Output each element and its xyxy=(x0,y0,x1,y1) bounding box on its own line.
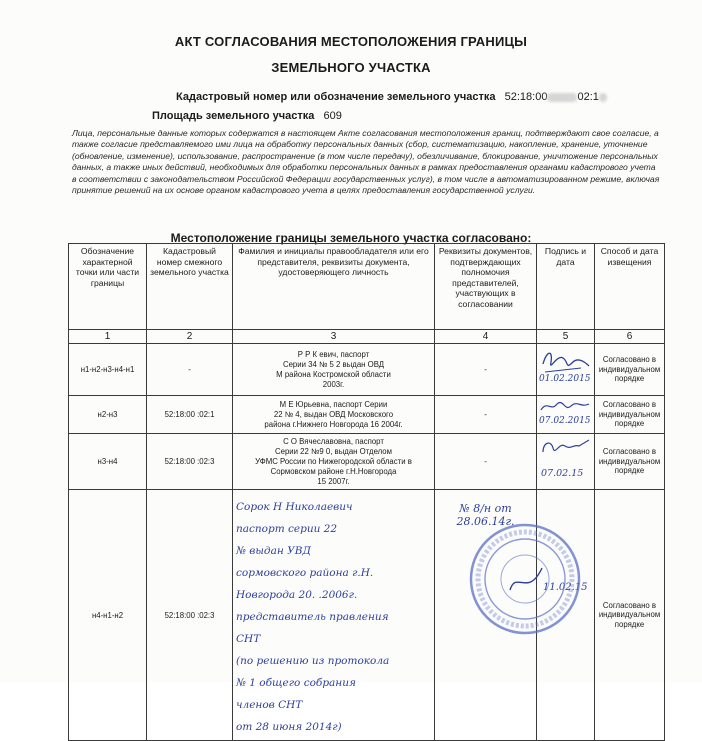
row-person xyxy=(233,434,435,490)
approval-table xyxy=(68,243,665,741)
row-documents: - xyxy=(435,396,537,434)
row-cadastral: - xyxy=(147,344,233,396)
header-point: Обозначение характерной точки или части границы xyxy=(69,244,147,330)
person-line: Серии 22 №9 0, выдан Отделом xyxy=(275,446,392,456)
row-person xyxy=(233,396,435,434)
handwritten-line: сормовского района г.Н. xyxy=(236,567,374,579)
handwritten-line: № 1 общего собрания xyxy=(236,677,356,689)
handwritten-line: № выдан УВД xyxy=(236,545,311,557)
row-point: н2-н3 xyxy=(69,396,147,434)
row-notice: Согласовано в индивидуальном порядке xyxy=(595,344,665,396)
cadastral-number-value-prefix: 52:18:00 xyxy=(504,91,548,103)
redaction-blur xyxy=(547,93,577,102)
row-notice: Согласовано в индивидуальном порядке xyxy=(595,396,665,434)
handwritten-line: представитель правления xyxy=(236,611,389,623)
document-title-line2: ЗЕМЕЛЬНОГО УЧАСТКА xyxy=(271,60,431,75)
row-notice: Согласовано в индивидуальном порядке xyxy=(595,434,665,490)
cadastral-number-value-suffix: 02:1 xyxy=(577,91,599,103)
person-line: М района Костромской области xyxy=(276,369,391,379)
area-value: 609 xyxy=(323,110,342,122)
person-line: С О Вячеславовна, паспорт xyxy=(283,436,384,446)
table-row xyxy=(69,396,665,434)
column-number: 2 xyxy=(147,330,233,344)
handwritten-line: Новгорода 20. .2006г. xyxy=(236,589,358,601)
signature-date: 07.02.2015 xyxy=(539,416,591,426)
row-point: н1-н2-н3-н4-н1 xyxy=(69,344,147,396)
handwritten-line: (по решению из протокола xyxy=(236,655,390,667)
round-stamp xyxy=(466,520,584,638)
row-documents: - xyxy=(435,434,537,490)
person-line: Р Р К евич, паспорт xyxy=(297,349,370,359)
person-line: М Е Юрьевна, паспорт Серии xyxy=(279,399,388,409)
person-line: 22 № 4, выдан ОВД Московского xyxy=(273,409,394,419)
header-notice: Способ и дата извещения xyxy=(595,244,665,330)
handwritten-signature xyxy=(537,396,593,432)
cadastral-number-label: Кадастровый номер или обозначение земельного участка xyxy=(176,91,496,103)
area-field xyxy=(152,110,342,122)
row-documents-handwritten: № 8/н от 28.06.14г. xyxy=(435,490,537,741)
handwritten-line: Сорок Н Николаевич xyxy=(236,501,353,513)
table-header-row xyxy=(69,244,665,330)
column-number: 1 xyxy=(69,330,147,344)
header-person: Фамилия и инициалы правообладателя или его представителя, реквизиты документа, удостоверяющего личность xyxy=(233,244,435,330)
signature-date: 01.02.2015 xyxy=(539,374,591,384)
area-label: Площадь земельного участка xyxy=(152,110,315,122)
row-cadastral: 52:18:00 :02:3 xyxy=(147,434,233,490)
row-documents: - xyxy=(435,344,537,396)
row-notice: Согласовано в индивидуальном порядке xyxy=(595,490,665,741)
person-line: 2003г. xyxy=(322,379,345,389)
cadastral-number-field xyxy=(176,91,607,103)
signature-date: 07.02.15 xyxy=(541,468,584,479)
table-row xyxy=(69,344,665,396)
row-signature xyxy=(537,344,595,396)
document-title-line1: АКТ СОГЛАСОВАНИЯ МЕСТОПОЛОЖЕНИЯ ГРАНИЦЫ xyxy=(174,34,528,49)
person-line: района г.Нижнего Новгорода 16 2004г. xyxy=(264,419,403,429)
column-number-row xyxy=(69,330,665,344)
row-person-handwritten xyxy=(233,490,435,741)
row-signature xyxy=(537,434,595,490)
handwritten-line: паспорт серии 22 xyxy=(236,523,338,535)
header-signature: Подпись и дата xyxy=(537,244,595,330)
person-line: Серии 34 № 5 2 выдан ОВД xyxy=(282,359,385,369)
row-person xyxy=(233,344,435,396)
handwritten-line: членов СНТ xyxy=(236,699,303,711)
person-line: УФМС России по Нижегородской области в xyxy=(255,456,412,466)
column-number: 6 xyxy=(595,330,665,344)
handwritten-line: СНТ xyxy=(236,633,261,645)
table-row xyxy=(69,434,665,490)
personal-data-consent-text: Лица, персональные данные которых содержатся в настоящем Акте согласования местоположения границ, подтверждают свое согласие, а также согласие представляемого ими лица на обработку персональных данных (сбор, систематизацию, накопление, хранение, уточнение (обновление, изменение), использование, распространение (в том числе передачу), обезличивание, блокирование, уничтожение персональных данных, а также иных действий, необходимых для обработки персональных данных в рамках предоставления органами кадастрового учета в соответствии с законодательством Российской Федерации государственных услуг), в том числе в автоматизированном режиме, включая принятие решений на их основе органом кадастрового учета в целях предоставления государственной услуги. xyxy=(72,128,660,196)
signature-date: 11.02.15 xyxy=(543,582,588,593)
row-cadastral: 52:18:00 :02:3 xyxy=(147,490,233,741)
header-cadastral: Кадастровый номер смежного земельного участка xyxy=(147,244,233,330)
row-point: н4-н1-н2 xyxy=(69,490,147,741)
row-point: н3-н4 xyxy=(69,434,147,490)
row-cadastral: 52:18:00 :02:1 xyxy=(147,396,233,434)
header-documents: Реквизиты документов, подтверждающих полномочия представителей, участвующих в согласовании xyxy=(435,244,537,330)
redaction-blur xyxy=(599,93,607,102)
column-number: 4 xyxy=(435,330,537,344)
section-title: Местоположение границы земельного участка согласовано: xyxy=(170,231,532,245)
person-line: Сормовском районе г.Н.Новгорода xyxy=(270,466,397,476)
handwritten-line: от 28 июня 2014г) xyxy=(236,721,342,733)
column-number: 3 xyxy=(233,330,435,344)
column-number: 5 xyxy=(537,330,595,344)
row-signature xyxy=(537,396,595,434)
person-line: 15 2007г. xyxy=(317,476,350,486)
